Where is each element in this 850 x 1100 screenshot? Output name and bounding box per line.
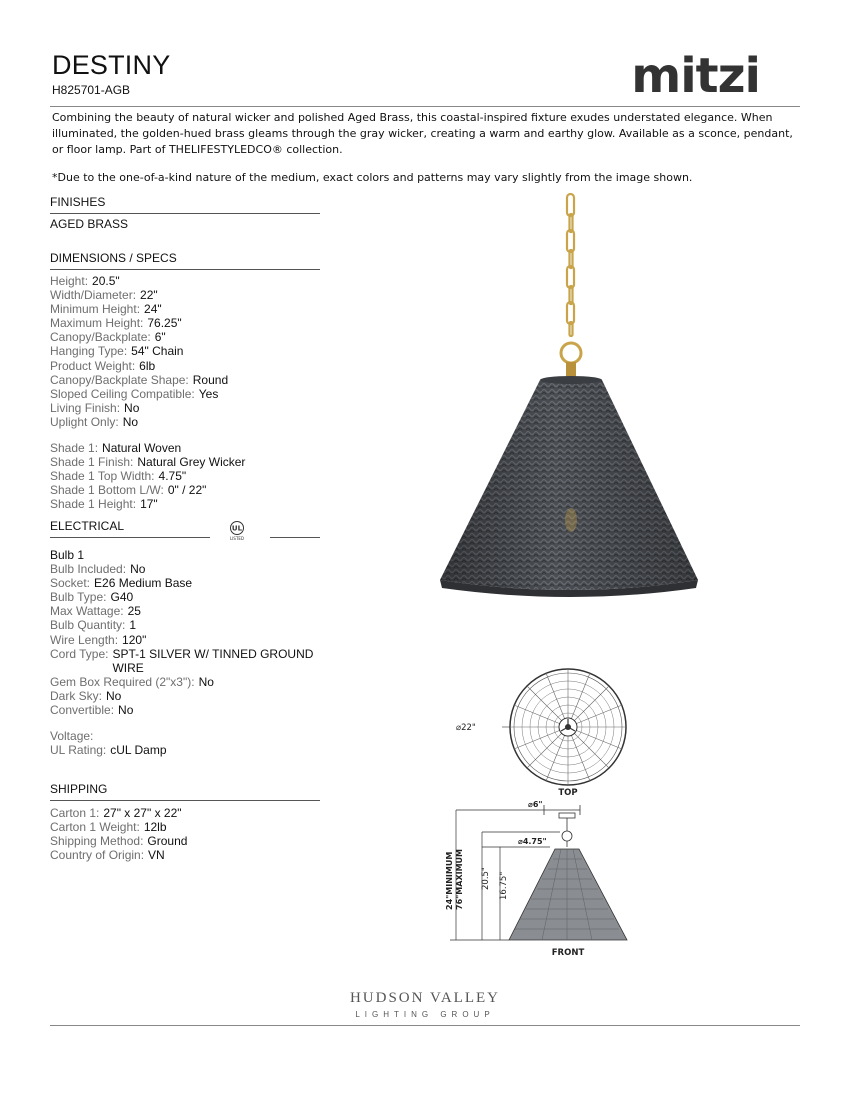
spec-row (50, 359, 340, 373)
spec-value: 76.25" (147, 316, 182, 331)
spec-label: Width/Diameter: (50, 288, 137, 303)
spec-row (50, 288, 340, 302)
spec-value: 27" x 27" x 22" (103, 806, 182, 820)
footer-logo (0, 990, 850, 1019)
spec-value: E26 Medium Base (94, 576, 193, 591)
spec-label: Shade 1 Finish: (50, 455, 134, 470)
shade-height-label: 16.75" (499, 871, 509, 900)
spec-label: Canopy/Backplate Shape: (50, 372, 189, 387)
spec-label: Bulb Quantity: (50, 618, 126, 633)
front-shade-drawing (509, 849, 627, 940)
spec-gap (50, 717, 340, 729)
spec-value: SPT-1 SILVER W/ TINNED GROUND WIRE (112, 646, 314, 675)
spec-label: Shipping Method: (50, 834, 144, 849)
spec-value: Natural Woven (102, 441, 182, 456)
spec-label: Product Weight: (50, 358, 136, 373)
dimensions-heading: DIMENSIONS / SPECS (50, 251, 320, 270)
brand-logo: mitzi (631, 48, 760, 104)
electrical-list (50, 548, 340, 757)
spec-row (50, 415, 340, 429)
bulb-glow (565, 508, 577, 532)
canopy-label: ⌀6" (528, 800, 543, 809)
finish-value: AGED BRASS (50, 217, 129, 231)
spec-row (50, 387, 340, 401)
spec-value: No (106, 688, 122, 703)
spec-label: Shade 1 Height: (50, 497, 137, 512)
spec-value: 54" Chain (131, 344, 184, 359)
spec-row (50, 806, 340, 820)
spec-row (50, 373, 340, 387)
spec-label: Cord Type: (50, 646, 109, 661)
max-height-label: 76"MAXIMUM (455, 848, 464, 910)
spec-value: 22" (140, 288, 158, 303)
spec-value: No (124, 400, 140, 415)
spec-row (50, 562, 340, 576)
spec-row (50, 401, 340, 415)
ul-mark-text: UL (231, 524, 243, 533)
spec-label: Max Wattage: (50, 604, 124, 619)
shipping-list (50, 806, 340, 862)
spec-value: Yes (198, 386, 219, 401)
product-description: Combining the beauty of natural wicker and polished Aged Brass, this coastal-inspired fixture exudes understated elegance. When illuminated, the golden-hued brass gleams through the gray wicker, creating a warm and earthy glow. Available as a sconce, pendant, or floor lamp. Part of THELIFESTYLEDCO® collection. (52, 111, 793, 156)
spec-label: Convertible: (50, 703, 115, 718)
spec-row (50, 302, 340, 316)
spec-row (50, 316, 340, 330)
spec-label: Hanging Type: (50, 344, 128, 359)
spec-value: 12lb (143, 820, 167, 835)
header-divider (50, 106, 800, 107)
spec-label: Voltage: (50, 729, 94, 744)
spec-value: 120" (122, 632, 147, 647)
spec-row (50, 590, 340, 604)
top-view (502, 669, 626, 785)
spec-value: No (198, 674, 214, 689)
spec-label: UL Rating: (50, 743, 107, 758)
finishes-heading: FINISHES (50, 195, 320, 214)
spec-label: Dark Sky: (50, 688, 103, 703)
spec-label: Bulb Type: (50, 590, 107, 605)
spec-row (50, 633, 340, 647)
spec-row (50, 483, 340, 497)
spec-value: Natural Grey Wicker (137, 455, 246, 470)
finishes-list (50, 217, 340, 231)
dimensions-list (50, 274, 340, 512)
spec-label: Country of Origin: (50, 848, 145, 863)
spec-row (50, 455, 340, 469)
spec-label: Shade 1 Bottom L/W: (50, 483, 164, 498)
spec-value: No (130, 562, 146, 577)
spec-row (50, 604, 340, 618)
spec-label: Shade 1 Top Width: (50, 469, 155, 484)
product-title: DESTINY (52, 50, 171, 80)
chain (567, 194, 574, 336)
spec-label: Sloped Ceiling Compatible: (50, 386, 195, 401)
product-photo (430, 190, 710, 600)
disclaimer-note: *Due to the one-of-a-kind nature of the medium, exact colors and patterns may vary slightly from the image shown. (52, 171, 693, 184)
spec-row (50, 675, 340, 689)
spec-label: Wire Length: (50, 632, 119, 647)
spec-row (50, 469, 340, 483)
spec-label: Canopy/Backplate: (50, 330, 151, 345)
spec-value: 0" / 22" (167, 483, 207, 498)
height-label: 20.5" (481, 867, 491, 890)
spec-row (50, 441, 340, 455)
shade-top-label: ⌀4.75" (518, 837, 547, 846)
front-view-label: FRONT (551, 948, 585, 958)
spec-value: 1 (129, 618, 137, 633)
top-diameter-label: ⌀22" (456, 723, 476, 733)
top-view-label: TOP (558, 788, 578, 798)
spec-label: Socket: (50, 576, 91, 591)
spec-gap (50, 429, 340, 441)
spec-value: VN (148, 848, 165, 863)
spec-value: No (122, 414, 139, 429)
spec-row (50, 576, 340, 590)
spec-label: Height: (50, 274, 89, 288)
spec-row (50, 820, 340, 834)
spec-value: 24" (144, 302, 162, 317)
footer-logo-line2: LIGHTING GROUP (355, 1010, 495, 1019)
electrical-rule-right (270, 537, 320, 538)
product-sku: H825701-AGB (52, 83, 131, 97)
spec-label: Carton 1 Weight: (50, 820, 140, 835)
electrical-heading: ELECTRICAL (50, 519, 125, 533)
ul-listed-text: LISTED (230, 536, 244, 541)
loop-ring (561, 343, 581, 363)
spec-label: Shade 1: (50, 441, 99, 456)
spec-row (50, 848, 340, 862)
spec-value: G40 (110, 590, 134, 605)
electrical-header (50, 518, 320, 541)
spec-row (50, 618, 340, 632)
spec-row (50, 834, 340, 848)
spec-value: Ground (147, 834, 188, 849)
spec-row (50, 703, 340, 717)
min-height-label: 24"MINIMUM (445, 851, 454, 910)
spec-row (50, 497, 340, 511)
spec-row (50, 743, 340, 757)
spec-value: 6" (154, 330, 166, 345)
ul-listed-icon (222, 520, 252, 542)
spec-value: 25 (127, 604, 141, 619)
spec-value: 4.75" (158, 469, 187, 484)
spec-label: Maximum Height: (50, 316, 144, 331)
spec-value: No (118, 703, 134, 718)
spec-row (50, 689, 340, 703)
spec-label: Bulb Included: (50, 562, 127, 577)
stem (566, 362, 576, 378)
footer-divider (50, 1025, 800, 1026)
spec-value: 20.5" (92, 274, 120, 288)
spec-value: 17" (140, 497, 158, 512)
spec-label: Carton 1: (50, 806, 100, 820)
shipping-heading: SHIPPING (50, 782, 320, 801)
spec-row (50, 647, 340, 675)
dimension-drawing (420, 655, 630, 965)
spec-label: Gem Box Required (2"x3"): (50, 674, 195, 689)
spec-label: Uplight Only: (50, 414, 119, 429)
spec-value: Round (192, 372, 229, 387)
spec-row (50, 330, 340, 344)
spec-label: Living Finish: (50, 400, 121, 415)
electrical-rule-left (50, 537, 210, 538)
spec-value: 6lb (139, 358, 156, 373)
spec-row (50, 274, 340, 288)
spec-value: cUL Damp (110, 743, 167, 758)
spec-label: Minimum Height: (50, 302, 141, 317)
bulb-title: Bulb 1 (50, 548, 85, 562)
footer-logo-line1: HUDSON VALLEY (349, 990, 501, 1006)
spec-row (50, 729, 340, 743)
spec-row (50, 344, 340, 358)
